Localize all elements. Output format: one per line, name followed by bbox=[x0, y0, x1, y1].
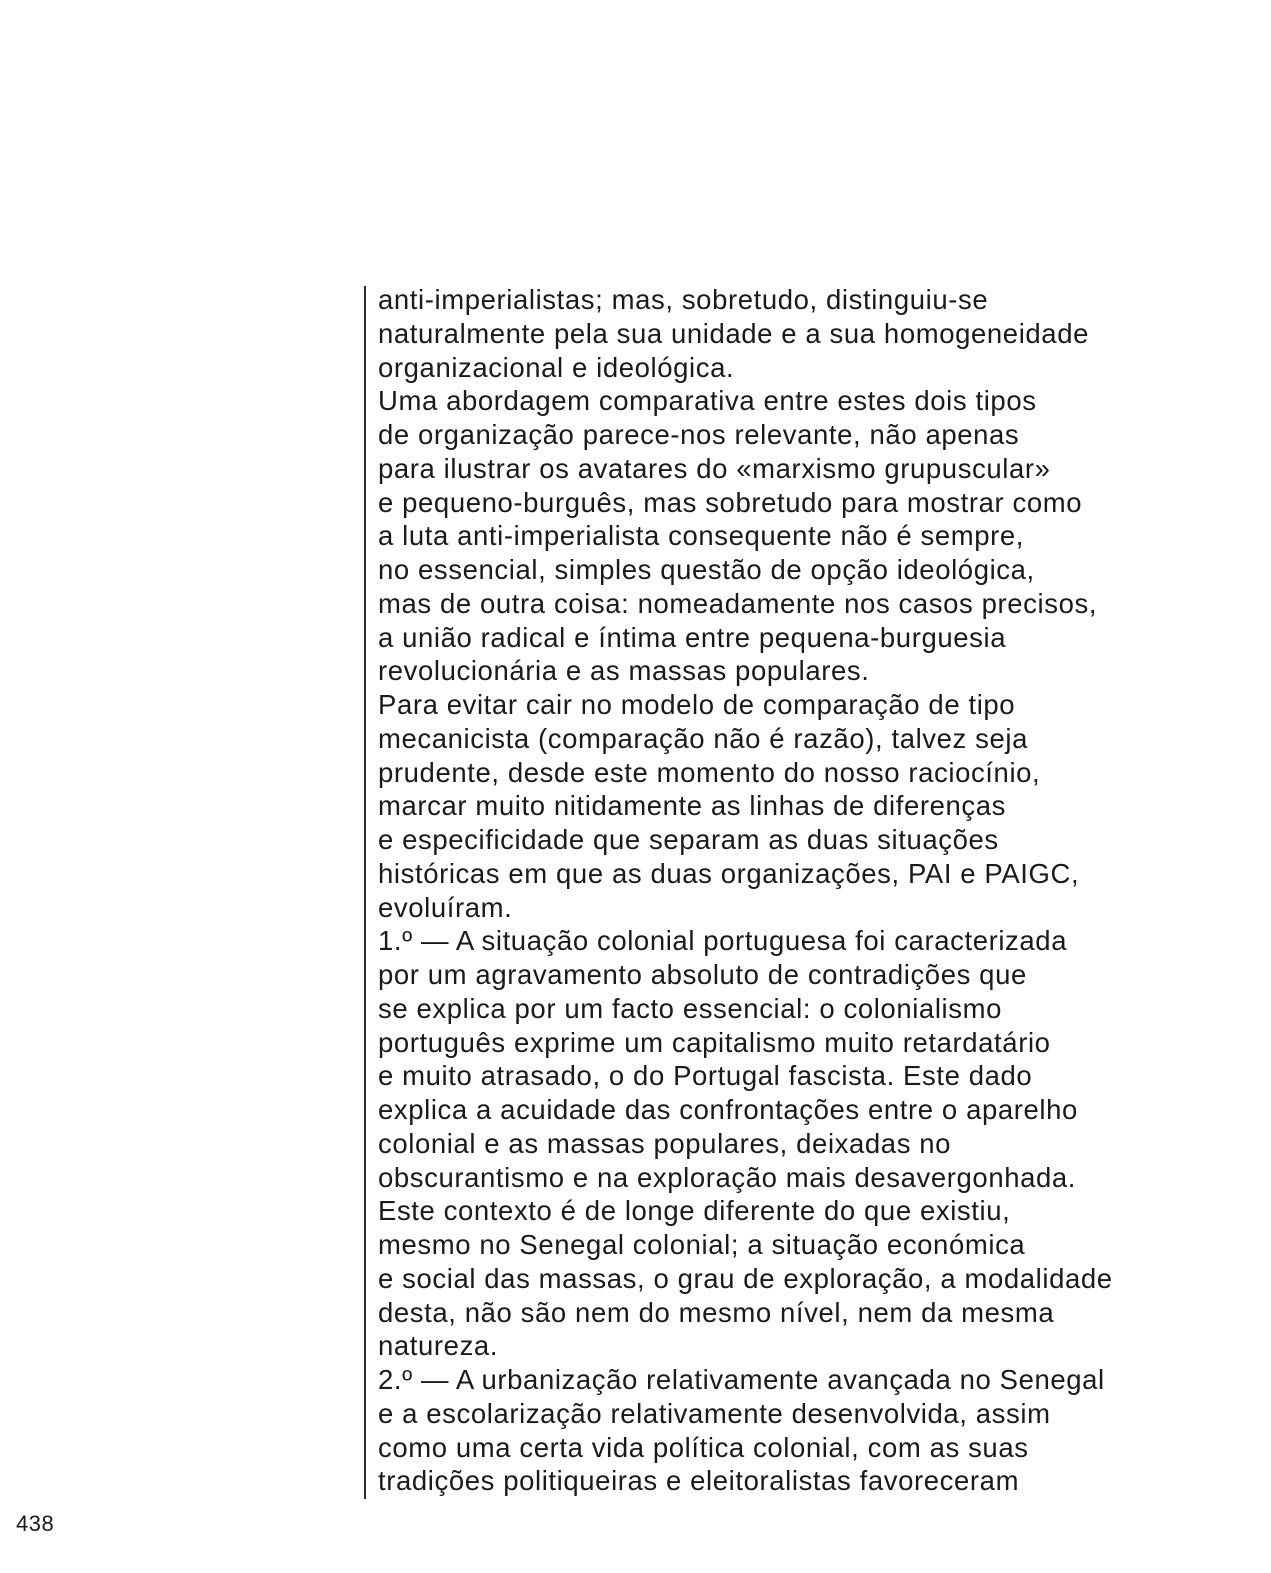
text-line: 2.º — A urbanização relativamente avançada no Senegal bbox=[378, 1364, 1105, 1395]
text-line: obscurantismo e na exploração mais desavergonhada. bbox=[378, 1161, 1077, 1193]
text-line: a união radical e íntima entre pequena-burguesia bbox=[378, 621, 1007, 653]
text-line: evoluíram. bbox=[378, 891, 513, 923]
text-line: mecanicista (comparação não é razão), talvez seja bbox=[378, 722, 1028, 754]
text-line: natureza. bbox=[378, 1330, 499, 1362]
text-line: e social das massas, o grau de exploração, a modalidade bbox=[378, 1262, 1113, 1294]
text-line: português exprime um capitalismo muito retardatário bbox=[378, 1026, 1051, 1058]
text-line: no essencial, simples questão de opção ideológica, bbox=[378, 554, 1035, 585]
text-line: para ilustrar os avatares do «marxismo grupuscular» bbox=[378, 452, 1051, 484]
text-line: de organização parece-nos relevante, não apenas bbox=[378, 419, 1020, 450]
text-line: colonial e as massas populares, deixadas no bbox=[378, 1127, 952, 1159]
text-line: Para evitar cair no modelo de comparação de tipo bbox=[378, 689, 1016, 720]
text-line: se explica por um facto essencial: o colonialismo bbox=[378, 992, 1002, 1024]
text-line: como uma certa vida política colonial, com as suas bbox=[378, 1431, 1029, 1463]
text-line: a luta anti-imperialista consequente não é sempre, bbox=[378, 520, 1025, 552]
text-line: prudente, desde este momento do nosso raciocínio, bbox=[378, 756, 1041, 788]
text-line: e pequeno-burguês, mas sobretudo para mostrar como bbox=[378, 486, 1083, 518]
text-line: Uma abordagem comparativa entre estes dois tipos bbox=[378, 385, 1037, 417]
text-line: organizacional e ideológica. bbox=[378, 351, 735, 383]
text-line: tradições politiqueiras e eleitoralistas favoreceram bbox=[378, 1465, 1020, 1497]
body-text bbox=[378, 283, 1248, 1498]
text-line: históricas em que as duas organizações, PAI e PAIGC, bbox=[378, 857, 1080, 889]
text-line: marcar muito nitidamente as linhas de diferenças bbox=[378, 790, 1006, 822]
text-line: mas de outra coisa: nomeadamente nos casos precisos, bbox=[378, 587, 1098, 619]
text-line: revolucionária e as massas populares. bbox=[378, 655, 870, 687]
text-line: 1.º — A situação colonial portuguesa foi caracterizada bbox=[378, 925, 1068, 957]
page-number: 438 bbox=[16, 1511, 55, 1536]
text-line: e especificidade que separam as duas situações bbox=[378, 824, 999, 855]
text-line: desta, não são nem do mesmo nível, nem da mesma bbox=[378, 1296, 1055, 1328]
text-line: mesmo no Senegal colonial; a situação económica bbox=[378, 1229, 1026, 1260]
text-line: naturalmente pela sua unidade e a sua homogeneidade bbox=[378, 317, 1089, 349]
text-line: explica a acuidade das confrontações entre o aparelho bbox=[378, 1094, 1078, 1125]
margin-rule bbox=[364, 286, 366, 1499]
text-line: e a escolarização relativamente desenvolvida, assim bbox=[378, 1397, 1051, 1429]
text-line: anti-imperialistas; mas, sobretudo, distinguiu-se bbox=[378, 284, 989, 315]
text-line: e muito atrasado, o do Portugal fascista. Este dado bbox=[378, 1060, 1033, 1092]
text-line: Este contexto é de longe diferente do que existiu, bbox=[378, 1195, 1011, 1227]
text-line: por um agravamento absoluto de contradições que bbox=[378, 959, 1027, 990]
